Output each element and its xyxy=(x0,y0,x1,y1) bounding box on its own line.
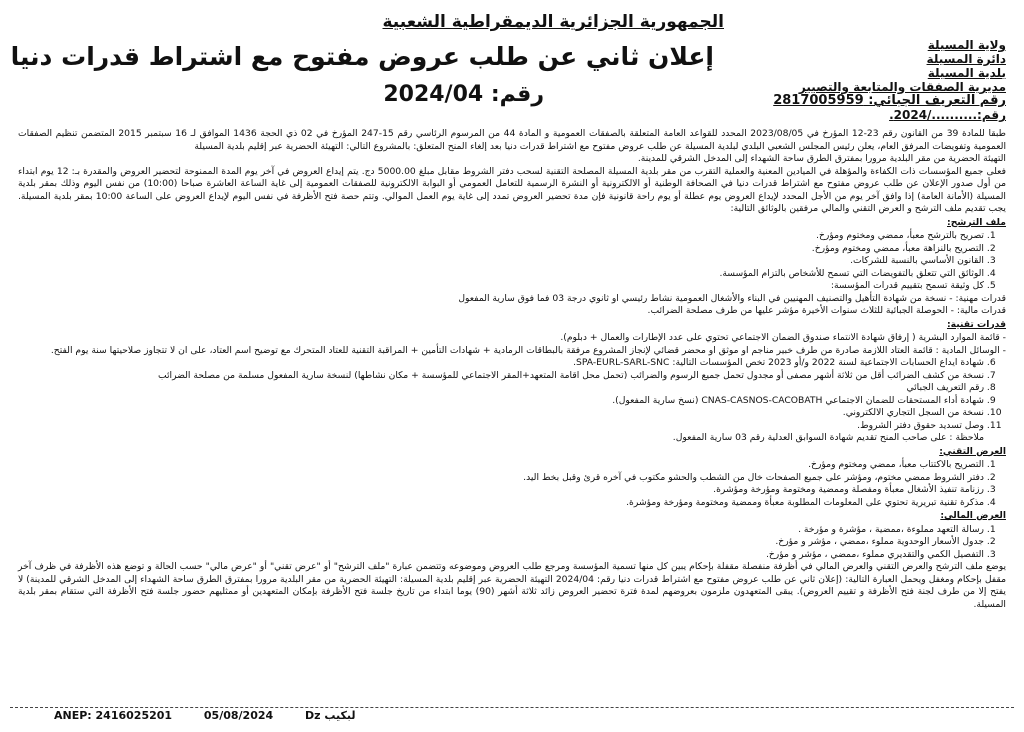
list-item: 1. رسالة التعهد مملوءة ،ممضية ، مؤشرة و مؤرخة . xyxy=(18,524,984,537)
daira: دائرة المسيلة xyxy=(926,52,1006,66)
technical-offer-list xyxy=(18,459,1006,509)
announcement-body xyxy=(18,128,1006,611)
footer xyxy=(54,709,454,722)
list-item: 4. الوثائق التي تتعلق بالتفويضات التي تسمح للأشخاص بالتزام المؤسسة. xyxy=(18,268,984,281)
reference: رقم:........../2024. xyxy=(889,108,1006,122)
note: ملاحظة : على صاحب المنح تقديم شهادة السوابق العدلية رقم 03 سارية المفعول. xyxy=(672,432,984,443)
candidacy-list xyxy=(18,230,1006,293)
closing-paragraph: يوضع ملف الترشح والعرض التقني والعرض المالي في أظرفة منفصلة مقفلة بإحكام يبين كل منها تسمية المؤسسة ومرجع طلب العروض وموضوعه وتتضمن عبارة "ملف الترشح" أو "عرض تقني" أو "عرض مالي" حسب الحالة و توضع هذه الأظرفة في ظرف آخر مقفل بإحكام ومغفل ويحمل العبارة التالية: (إعلان ثاني عن طلب عروض مفتوح مع اشتراط قدرات دنيا رقم: 2024/04 التهيئة الحضرية عبر إقليم بلدية المسيلة: التهيئة الحضرية من مقر البلدية مرورا بمفترق الطرق ساحة الشهداء إلى المدخل الشرقي للمدينة) لا يفتح إلا من طرف لجنة فتح الأظرفة و تقييم العروض). يبقى المتعهدون ملزمون بعروضهم لمدة فترة تحضير العروض زائد ثلاثة أشهر (90) يوما ابتداء من تاريخ جلسة فتح الأظرفة بإمكان المتعهدين أو ممثليهم حضور جلسة فتح الأظرفة التي ستقام بمقر بلدية المسيلة. xyxy=(18,561,1006,610)
intro-paragraph: طبقا للمادة 39 من القانون رقم 23-12 المؤرخ في 2023/08/05 المحدد للقواعد العامة المتعلقة بالصفقات العمومية و المادة 44 من المرسوم الرئاسي رقم 15-247 المؤرخ في 02 ذي الحجة 1436 الموافق لـ 16 سبتمبر 2015 المتضمن تنظيم الصفقات العمومية وتفويضات المرفق العام، يعلن رئيس المجلس الشعبي البلدي لبلدية المسيلة عن طلب عروض مفتوح مع اشتراط قدرات دنيا بعد إلغاء المنح المتعلق: بالمشروع التالي: التهيئة الحضرية عبر إقليم بلدية المسيلة xyxy=(18,128,1006,152)
invitation-paragraph: فعلى جميع المؤسسات ذات الكفاءة والمؤهلة في الميادين المعنية والعملية التقرب من مقر بلدية المسيلة المصلحة التقنية لسحب دفتر الشروط مقابل مبلغ 5000.00 دج. يتم إيداع العروض في آخر يوم المدة الممنوحة لتحضير العروض والمقدرة بـ: 12 يوم ابتداء من أول صدور الإعلان عن طلب عروض مفتوح مع اشتراط قدرات دنيا في الصحافة الوطنية أو الالكترونية أو النشرة الرسمية للتعامل العمومي أو البوابة الالكترونية للصفقات العمومية إلى غاية الساعة العاشرة صباحا (10:00) من نفس اليوم وذلك بمقر بلدية المسيلة (الأمانة العامة) إذا وافق آخر يوم من الأجل المحدد لإيداع العروض يوم عطلة أو يوم راحة قانونية فإن مدة تحضير العروض تمدد إلى غاية يوم العمل الموالي. وتتم حصة فتح الأظرفة في نفس اليوم لإيداع العروض على الساعة 10:00 بمقر بلدية المسيلة. يجب تقديم ملف الترشح و العرض التقني والمالي مرفقين بالوثائق التالية: xyxy=(18,165,1006,214)
list-item: 7. نسخة من كشف الضرائب أقل من ثلاثة أشهر مصفى أو مجدول تحمل جميع الرسوم والضرائب (تحمل محل اقامة المتعهد+المقر الاجتماعي للمؤسسة + مكان نشاطها) لنسخة سارية المفعول مسلمة من مصلحة الضرائب xyxy=(18,370,984,383)
technical-offer-title: العرض التقني: xyxy=(939,445,1006,457)
cap-technical-title: قدرات تقنية: xyxy=(946,318,1006,330)
list-item: 3. القانون الأساسي بالنسبة للشركات. xyxy=(18,255,984,268)
tax-id: رقم التعريف الجبائي: 2817005959 xyxy=(773,93,1006,108)
list-item: 2. التصريح بالنزاهة معبأ، ممضي ومختوم ومؤرخ. xyxy=(18,243,984,256)
list-item: 3. رزنامة تنفيذ الأشغال معبأة ومفصلة وممضية ومختومة ومؤرخة ومؤشرة. xyxy=(18,484,984,497)
announcement-page xyxy=(10,6,1014,728)
list-item: 2. جدول الأسعار الوحدوية مملوء ،ممضي ، مؤشر و مؤرخ. xyxy=(18,536,984,549)
list-item: 5. كل وثيقة تسمح بتقييم قدرات المؤسسة: xyxy=(18,280,984,293)
announcement-title: إعلان ثاني عن طلب عروض مفتوح مع اشتراط قدرات دنيا xyxy=(10,42,714,71)
list-item: 1. تصريح بالترشح معبأ، ممضي ومختوم ومؤرخ. xyxy=(18,230,984,243)
project-paragraph: التهيئة الحضرية من مقر البلدية مرورا بمفترق الطرق ساحة الشهداء إلى المدخل الشرقي للمدينة. xyxy=(637,153,1006,164)
list-item: 11. وصل تسديد حقوق دفتر الشروط. xyxy=(18,420,984,433)
anep-number: ANEP: 2416025201 xyxy=(54,709,173,722)
announcement-number: رقم: 2024/04 xyxy=(383,82,544,107)
cap-professional: قدرات مهنية: - نسخة من شهادة التأهيل والتصنيف المهنيين في البناء والأشغال العمومية نشاط رئيسي او ثانوي درجة 03 فما فوق سارية المفعول xyxy=(458,292,1006,304)
financial-offer-title: العرض المالي: xyxy=(940,510,1006,521)
footer-divider xyxy=(10,707,1014,708)
list-item: 4. مذكرة تقنية تبريرية تحتوي على المعلومات المطلوبة معبأة وممضية ومختومة ومؤرخة ومؤشرة. xyxy=(18,497,984,510)
wilaya: ولاية المسيلة xyxy=(927,38,1006,52)
cap-financial: قدرات مالية: - الحوصلة الجبائية للثلاث سنوات الأخيرة مؤشر عليها من طرف مصلحة الضرائب. xyxy=(647,305,1006,316)
list-item: 2. دفتر الشروط ممضي مختوم، ومؤشر على جميع الصفحات خال من الشطب والحشو مكتوب في آخره قرئ وقبل بخط اليد. xyxy=(18,472,984,485)
publication-date: 05/08/2024 xyxy=(203,709,274,722)
list-item: 3. التفصيل الكمي والتقديري مملوء ،ممضي ، مؤشر و مؤرخ. xyxy=(18,549,984,562)
financial-offer-list xyxy=(18,524,1006,562)
baladia: بلدية المسيلة xyxy=(927,66,1006,80)
list-item: 9. شهادة أداء المستحقات للضمان الاجتماعي CNAS-CASNOS-CACOBATH (نسخ سارية المفعول). xyxy=(18,395,984,408)
admin-block xyxy=(773,38,1006,122)
republic-header: الجمهورية الجزائرية الديمقراطية الشعبية xyxy=(382,12,724,32)
cap-technical-material: - الوسائل المادية : قائمة العتاد اللازمة صادرة من طرف خبير مناجم او موثق او محضر قضائي لإنجاز المشروع مرفقة بالبطاقات الرمادية + شهادات التأمين + المراقبة التقنية للعتاد المتحرك مع توضيح اسم العتاد، على ان لا تتجاوز صلاحيتها سنة يوم الفتح. xyxy=(50,344,1006,356)
list-item: 8. رقم التعريف الجبائي xyxy=(18,382,984,395)
cap-technical-human: - قائمة الموارد البشرية ( إرفاق شهادة الانتماء صندوق الضمان الاجتماعي تحتوي على عدد الإطارات والعمال + دبلوم). xyxy=(560,332,1006,343)
footer-code: Dz لبكيب xyxy=(305,709,356,722)
directorate: مديرية الصفقات والمتابعة والتصيير xyxy=(798,80,1006,94)
candidacy-title: ملف الترشح: xyxy=(947,216,1006,228)
list-item: 6. شهادة ايداع الحسابات الاجتماعية لسنة 2022 و/أو 2023 تخص المؤسسات التالية: SPA-EURL-SARL-SNC. xyxy=(18,357,984,370)
list-item: 10. نسخة من السجل التجاري الالكتروني. xyxy=(18,407,984,420)
list-item: 1. التصريح بالاكتتاب معبأ، ممضي ومختوم ومؤرخ. xyxy=(18,459,984,472)
more-docs-list xyxy=(18,357,1006,432)
